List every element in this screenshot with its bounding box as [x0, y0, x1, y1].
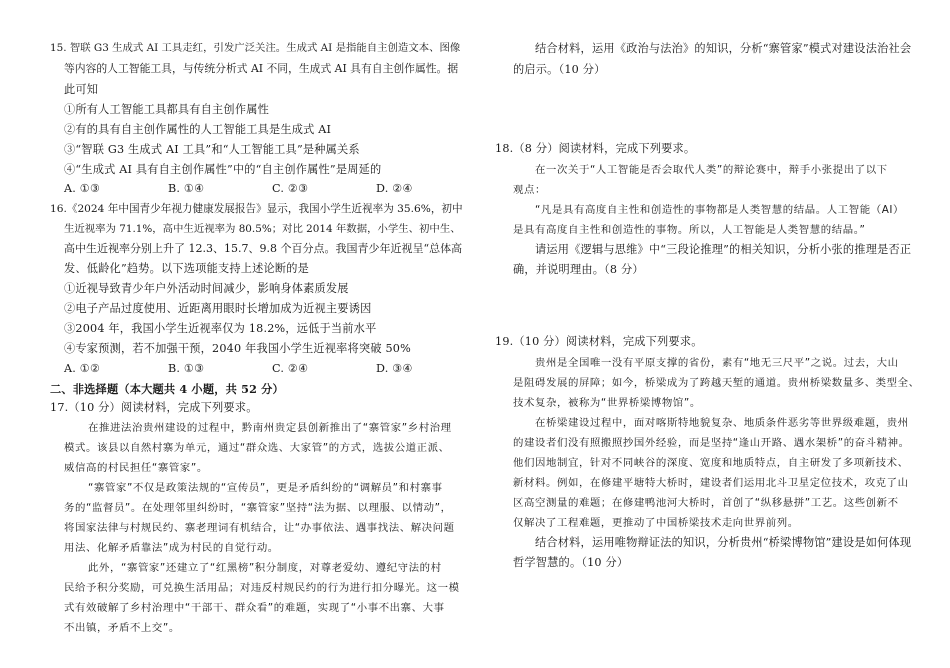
section-title: 二、非选择题（本大题共 4 小题，共 52 分） — [50, 382, 284, 396]
question-15-option-c: C. ②③ — [272, 182, 309, 195]
question-17-material-line: 用法、化解矛盾靠法”成为村民的自觉行动。 — [64, 542, 279, 554]
question-15-statement: ①所有人工智能工具都具有自主创作属性 — [64, 103, 269, 116]
question-18-requirement-line: 确，并说明理由。（8 分） — [513, 263, 644, 276]
question-15-option-a: A. ①③ — [64, 182, 101, 195]
question-19-material-line: 仅解决了工程难题，更推动了中国桥梁技术走向世界前列。 — [513, 517, 799, 529]
question-18-material-line: 在一次关于“人工智能是否会取代人类”的辩论赛中，辩手小张提出了以下 — [535, 164, 888, 176]
question-16-stem-line: 生近视率为 71.1%，高中生近视率为 80.5%；对比 2014 年数据，小学生、初中生、 — [64, 223, 461, 235]
question-16-statement: ③2004 年，我国小学生近视率仅为 18.2%，远低于当前水平 — [64, 322, 377, 335]
question-17-requirement-line: 的启示。（10 分） — [513, 63, 606, 76]
question-19-requirement-line: 哲学智慧的。（10 分） — [513, 556, 629, 569]
question-16-option-c: C. ②④ — [272, 362, 309, 375]
question-15-stem-line: 15. 智联 G3 生成式 AI 工具走红，引发广泛关注。生成式 AI 是指能自主创造文本、图像 — [50, 42, 461, 54]
question-16-statement: ②电子产品过度使用、近距离用眼时长增加成为近视主要诱因 — [64, 302, 372, 315]
question-19-material-line: 贵州是全国唯一没有平原支撑的省份，素有“地无三尺平”之说。过去，大山 — [535, 357, 899, 369]
question-16-option-a: A. ①② — [64, 362, 101, 375]
question-16-stem-line: 高中生近视率分别上升了 12.3、15.7、9.8 个百分点。我国青少年近视呈“总体高 — [64, 242, 463, 255]
question-18-material-line: 观点： — [513, 184, 546, 196]
question-19-head: 19.（10 分）阅读材料，完成下列要求。 — [495, 335, 703, 348]
question-19-material-line: 在桥梁建设过程中，面对喀斯特地貌复杂、地质条件恶劣等世界级难题，贵州 — [535, 417, 909, 429]
question-18-requirement-line: 请运用《逻辑与思维》中“三段论推理”的相关知识，分析小张的推理是否正 — [535, 243, 912, 256]
question-16-option-d: D. ③④ — [376, 362, 413, 375]
question-15-stem-line: 此可知 — [64, 83, 99, 96]
question-18-material-line: 是具有高度自主性和创造性的事物。所以，人工智能是人类智慧的结晶。” — [513, 224, 866, 236]
question-16-stem-line: 16.《2024 年中国青少年视力健康发展报告》显示，我国小学生近视率为 35.6%，初中 — [50, 203, 463, 215]
question-17-material-line: 在推进法治贵州建设的过程中，黔南州贵定县创新推出了“寨管家”乡村治理 — [88, 422, 452, 434]
question-17-head: 17.（10 分）阅读材料，完成下列要求。 — [50, 401, 258, 414]
question-17-material-line: 民给予积分奖励，可兑换生活用品；对违反村规民约的行为进行扣分曝光。这一模 — [64, 582, 460, 594]
question-15-statement: ③“智联 G3 生成式 AI 工具”和“人工智能工具”是种属关系 — [64, 143, 360, 156]
question-19-material-line: 新材料。例如，在修建平塘特大桥时，建设者们运用北斗卫星定位技术，攻克了山 — [513, 477, 909, 489]
question-15-statement: ④“生成式 AI 具有自主创作属性”中的“自主创作属性”是周延的 — [64, 163, 382, 176]
question-17-material-line: 不出镇，矛盾不上交”。 — [64, 622, 180, 634]
question-16-statement: ④专家预测，若不加强干预，2040 年我国小学生近视率将突破 50% — [64, 342, 411, 355]
question-17-material-line: 模式。该县以自然村寨为单元，通过“群众选、大家管”的方式，选拔公道正派、 — [64, 442, 450, 454]
question-19-material-line: 技术复杂，被称为“世界桥梁博物馆”。 — [513, 397, 701, 409]
question-19-requirement-line: 结合材料，运用唯物辩证法的知识，分析贵州“桥梁博物馆”建设是如何体现 — [535, 536, 912, 549]
question-17-material-line: “寨管家”不仅是政策法规的“宣传员”，更是矛盾纠纷的“调解员”和村寨事 — [88, 482, 443, 494]
question-17-material-line: 将国家法律与村规民约、寨老理词有机结合，让“办事依法、遇事找法、解决问题 — [64, 522, 455, 534]
question-19-material-line: 区高空测量的难题；在修建鸭池河大桥时，首创了“纵移悬拼”工艺。这些创新不 — [513, 497, 899, 509]
question-15-statement: ②有的具有自主创作属性的人工智能工具是生成式 AI — [64, 123, 332, 136]
question-19-material-line: 是阻碍发展的屏障；如今，桥梁成为了跨越天堑的通道。贵州桥梁数量多、类型全、 — [513, 377, 920, 389]
question-18-head: 18.（8 分）阅读材料，完成下列要求。 — [495, 142, 696, 155]
question-17-material-line: 威信高的村民担任“寨管家”。 — [64, 462, 208, 474]
question-16-option-b: B. ①③ — [168, 362, 205, 375]
question-15-stem-line: 等内容的人工智能工具，与传统分析式 AI 不同，生成式 AI 具有自主创作属性。据 — [64, 62, 459, 75]
question-19-material-line: 他们因地制宜，针对不同峡谷的深度、宽度和地质特点，自主研发了多项新技术、 — [513, 457, 909, 469]
question-19-material-line: 的建设者们没有照搬照抄国外经验，而是坚持“逢山开路、遇水架桥”的奋斗精神。 — [513, 437, 910, 449]
question-17-material-line: 式有效破解了乡村治理中“干部干、群众看”的难题，实现了“小事不出寨、大事 — [64, 602, 445, 614]
question-17-material-line: 此外，“寨管家”还建立了“红黑榜”积分制度，对尊老爱幼、遵纪守法的村 — [88, 562, 442, 574]
question-16-statement: ①近视导致青少年户外活动时间减少，影响身体素质发展 — [64, 282, 349, 295]
question-18-material-line: “凡是具有高度自主性和创造性的事物都是人类智慧的结晶。人工智能（AI） — [535, 204, 905, 216]
question-15-option-b: B. ①④ — [168, 182, 205, 195]
question-16-stem-line: 发、低龄化”趋势。以下选项能支持上述论断的是 — [64, 262, 310, 275]
question-17-material-line: 务的“监督员”。在处理邻里纠纷时，“寨管家”坚持“法为据、以理服、以情动”， — [64, 502, 452, 514]
question-17-requirement-line: 结合材料，运用《政治与法治》的知识，分析“寨管家”模式对建设法治社会 — [535, 42, 912, 55]
question-15-option-d: D. ②④ — [376, 182, 413, 195]
